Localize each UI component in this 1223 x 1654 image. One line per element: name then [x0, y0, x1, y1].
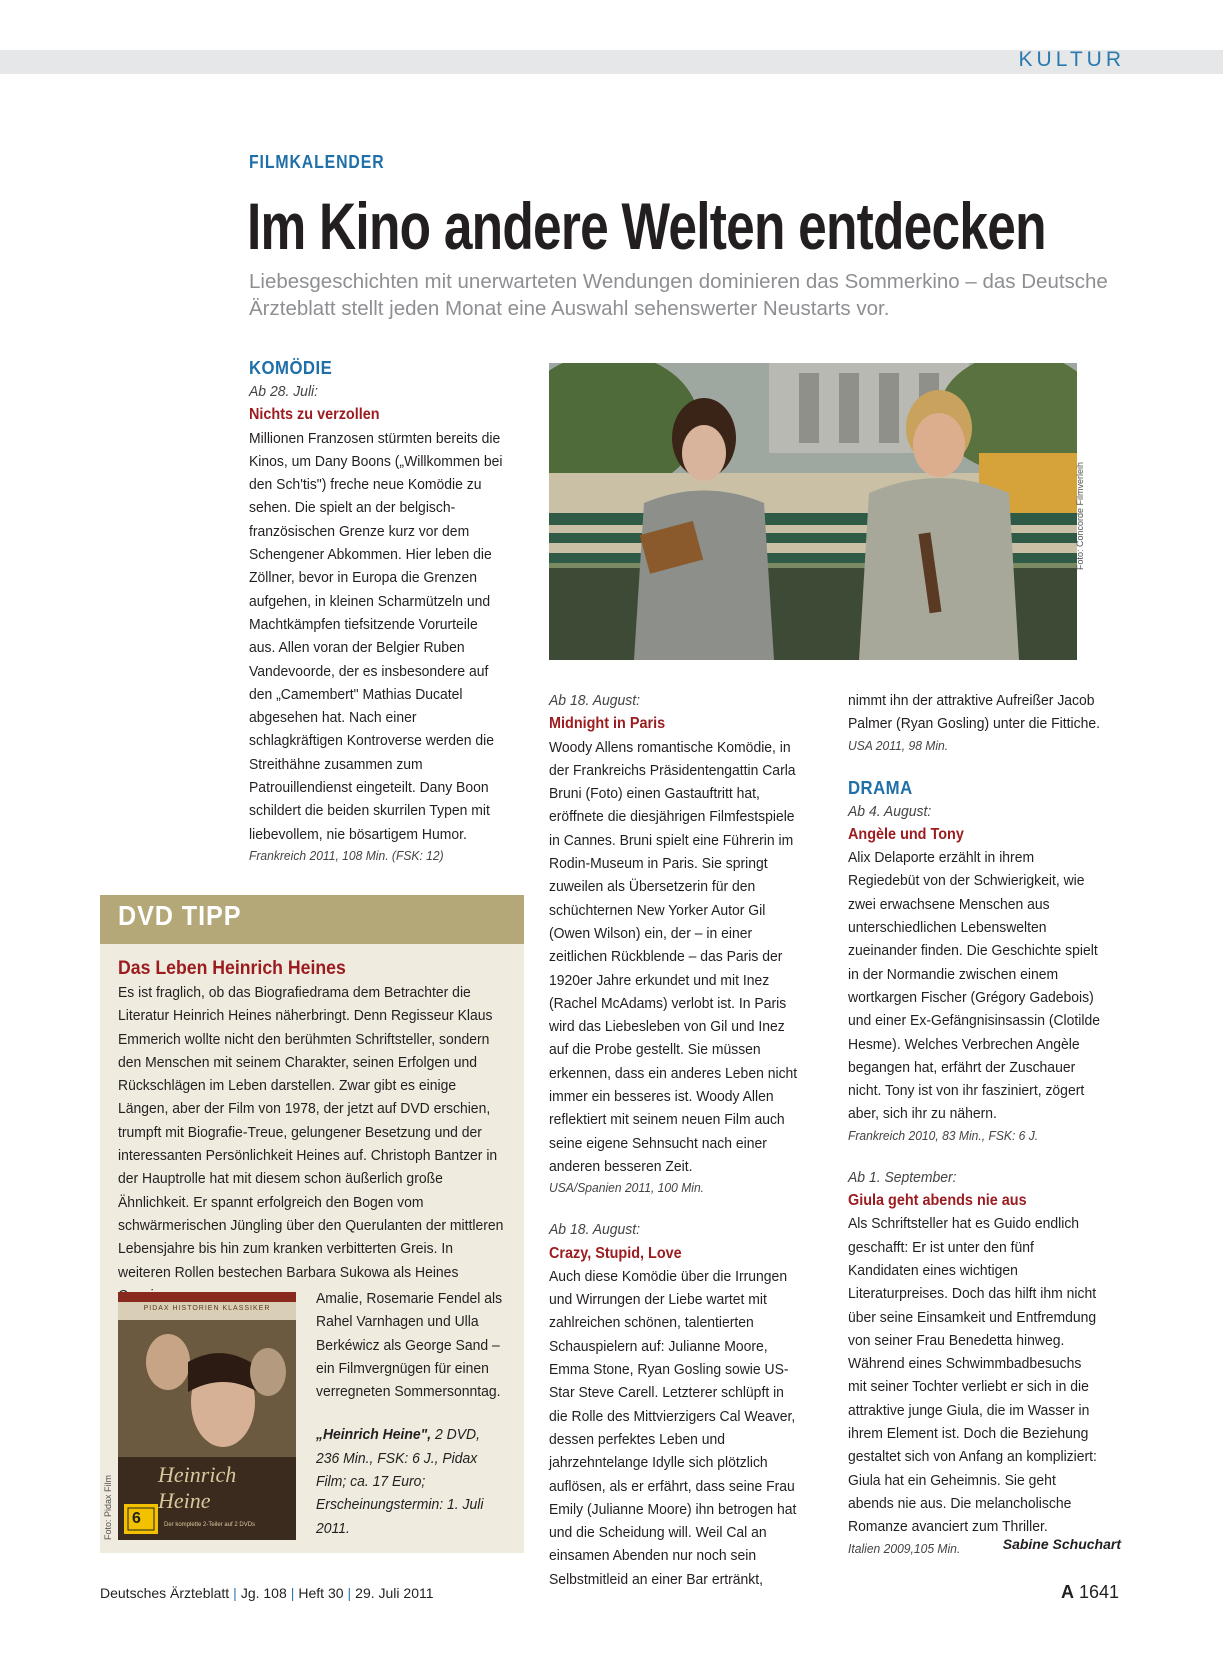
article-headline: Im Kino andere Welten entdecken	[247, 189, 1046, 263]
film-title: Angèle und Tony	[848, 825, 964, 843]
dvd-review-text-continued: Amalie, Rosemarie Fendel als Rahel Varnhagen und Ulla Berkéwicz als George Sand – ein Filmvergnügen für einen verregneten Sommersonntag.	[316, 1290, 503, 1401]
issue-date: 29. Juli 2011	[355, 1585, 434, 1601]
page-number	[1061, 1582, 1119, 1603]
page-prefix: A	[1060, 1582, 1074, 1602]
dvd-cover-subtitle: Der komplette 2-Teiler auf 2 DVDs	[164, 1522, 256, 1528]
film-credits: USA 2011, 98 Min.	[848, 737, 949, 753]
film-review-text: Woody Allens romantische Komödie, in der Frankreichs Präsidentengattin Carla Bruni (Foto) einen Gastauftritt hat, eröffnete die diesjährigen Filmfestspiele in Cannes. Bruni spielt eine Führerin im Rodin-Museum in Paris. Sie springt zuweilen als Übersetzerin für den schüchternen New Yorker Autor Gil (Owen Wilson) ein, der – in einer zeitlichen Rückblende – das Paris der 1920er Jahre erkundet und mit Inez (Rachel McAdams) verlobt ist. In Paris wird das Liebesleben von Gil und Inez auf die Probe gestellt. Sie müssen erkennen, dass ein anderes Leben nicht immer ein besseres ist. Woody Allen reflektiert mit seinem neuen Film auch seine eigene Sehnsucht nach einer anderen besseren Zeit.	[549, 738, 798, 1175]
journal-name: Deutsches Ärzteblatt	[100, 1585, 230, 1601]
genre-heading-drama: DRAMA	[848, 777, 913, 798]
film-review-text: Auch diese Komödie über die Irrungen und Wirrungen der Liebe wartet mit zahlreichen schönen, talentierten Schauspielern auf: Julianne Moore, Emma Stone, Ryan Gosling sowie US-Star Steve Carell. Letzterer schlüpft in die Rolle des Mittvierzigers Cal Weaver, dessen perfektes Leben und jahrzehntelange Idylle sich plötzlich auflösen, als er erfährt, dass seine Frau Emily (Julianne Moore) ihn betrogen hat und die Scheidung will. Weil Cal an einsamen Abenden nur noch sein Selbstmitleid an einer Bar ertränkt,	[549, 1267, 797, 1588]
film-title: Giula geht abends nie aus	[848, 1192, 1027, 1210]
fsk-rating-badge: 6	[132, 1510, 141, 1527]
film-still-photo	[549, 363, 1077, 660]
release-date: Ab 18. August:	[549, 1221, 641, 1239]
journal-issue: Heft 30	[298, 1585, 344, 1601]
film-review-text: Alix Delaporte erzählt in ihrem Regiedebüt von der Schwierigkeit, wie zwei erwachsene Menschen aus unterschiedlichen Lebenswelten zueinander finden. Die Geschichte spielt in der Normandie zwischen einem wortkargen Fischer (Grégory Gadebois) und einer Ex-Gefängnisinsassin (Clotilde Hesme). Welches Verbrechen Angèle begangen hat, erfährt der Zuschauer nicht. Tony ist von ihr fasziniert, zögert aber, sich ihr zu nähern.	[848, 849, 1101, 1123]
film-credits: USA/Spanien 2011, 100 Min.	[549, 1180, 705, 1196]
film-credits: Italien 2009,105 Min.	[848, 1540, 961, 1556]
release-date: Ab 18. August:	[549, 692, 641, 709]
dvd-cover-title: Heinrich Heine	[158, 1462, 237, 1513]
journal-volume: Jg. 108	[240, 1585, 287, 1601]
film-title: Crazy, Stupid, Love	[549, 1244, 682, 1262]
film-review-text: Millionen Franzosen stürmten bereits die Kinos, um Dany Boons („Willkommen bei den Sch'tis") freche neue Komödie zu sehen. Die spielt an der belgisch-französischen Grenze kurz vor dem Schengener Abkommen. Hier leben die Zöllner, bevor in Europa die Grenzen aufgehen, in kleinen Scharmützeln und Machtkämpfen tiefsitzende Vorurteile aus. Allen voran der Belgier Ruben Vandevoorde, der es insbesondere auf den „Camembert" Mathias Ducatel abgesehen hat. Nach einer schlagkräftigen Kontroverse werden die Streithähne zusammen zum Patrouillendienst eingeteilt. Dany Boon schildert die beiden skurrilen Typen mit liebevollem, nie bösartigem Humor.	[249, 429, 503, 843]
dvd-product-info	[316, 1423, 507, 1539]
dvd-tip-label: DVD TIPP	[118, 900, 242, 931]
section-label: KULTUR	[1018, 48, 1125, 71]
dvd-title: Das Leben Heinrich Heines	[118, 958, 346, 979]
dvd-product-title: „Heinrich Heine",	[316, 1426, 432, 1444]
column-comedy	[249, 356, 505, 866]
page-number-value: 1641	[1078, 1582, 1119, 1602]
film-credits: Frankreich 2011, 108 Min. (FSK: 12)	[249, 847, 444, 863]
column-right	[848, 689, 1104, 1559]
film-review-text: Als Schriftsteller hat es Guido endlich geschafft: Er ist unter den fünf Kandidaten eines wichtigen Literaturpreises. Doch das hilft ihm nicht über seine Einsamkeit und Entfremdung von seiner Frau Benedetta hinweg. Während eines Schwimmbadbesuchs mit seiner Tochter verliebt er sich in die attraktive junge Giula, die im Wasser in ihrem Element ist. Doch die Beziehung gestaltet sich von Anfang an kompliziert: Giula hat ein Geheimnis. Sie geht abends nie aus. Die melancholische Romanze avanciert zum Thriller.	[848, 1215, 1097, 1536]
dvd-product-details: 2 DVD, 236 Min., FSK: 6 J., Pidax Film; ca. 17 Euro; Erscheinungstermin: 1. Juli 2011.	[316, 1426, 484, 1537]
genre-heading-comedy: KOMÖDIE	[249, 358, 333, 378]
article-kicker: FILMKALENDER	[249, 152, 385, 172]
release-date: Ab 28. Juli:	[249, 383, 319, 400]
film-credits: Frankreich 2010, 83 Min., FSK: 6 J.	[848, 1127, 1039, 1143]
film-title: Nichts zu verzollen	[249, 406, 380, 424]
dvd-review-text: Es ist fraglich, ob das Biografiedrama dem Betrachter die Literatur Heinrich Heines näherbringt. Denn Regisseur Klaus Emmerich wollte nicht den berühmten Schriftsteller, sondern den Menschen mit seinem Charakter, seinen Erfolgen und Rückschlägen im Leben darstellen. Zwar gibt es einige Längen, aber der Film von 1978, der jetzt auf DVD erschien, trumpft mit Biografie-Treue, gelungener Besetzung und der interessanten Persönlichkeit Heines auf. Christoph Bantzer in der Hauptrolle hat mit diesem schon äußerlich große Ähnlichkeit. Er spannt erfolgreich den Bogen vom schwärmerischen Jüngling über den Querulanten der mittleren Lebensjahre bis hin zum kranken verbitterten Greis. In weiteren Rollen bestechen Barbara Sukowa als Heines	[118, 984, 504, 1281]
photo-credit: Foto: Concorde Filmverleih	[1075, 461, 1085, 570]
footer-citation: Deutsches Ärzteblatt | Jg. 108 | Heft 30 | 29. Juli 2011	[100, 1585, 434, 1601]
dvd-cover-image	[118, 1292, 296, 1540]
article-standfirst: Liebesgeschichten mit unerwarteten Wendungen dominieren das Sommerkino – das Deutsche Ärzteblatt stellt jeden Monat eine Auswahl sehenswerter Neustarts vor.	[249, 270, 1108, 320]
film-title: Midnight in Paris	[549, 715, 666, 733]
dvd-photo-credit: Foto: Pidax Film	[103, 1474, 113, 1540]
dvd-tip-body	[118, 957, 509, 1307]
dvd-cover-series: PIDAX HISTORIEN KLASSIKER	[143, 1305, 271, 1312]
release-date: Ab 1. September:	[848, 1168, 957, 1186]
dvd-tip-body-continued	[316, 1287, 507, 1540]
release-date: Ab 4. August:	[848, 802, 932, 820]
film-review-text-continued: nimmt ihn der attraktive Aufreißer Jacob Palmer (Ryan Gosling) unter die Fittiche.	[848, 692, 1100, 733]
column-middle	[549, 689, 805, 1591]
author-signature: Sabine Schuchart	[1002, 1536, 1121, 1552]
